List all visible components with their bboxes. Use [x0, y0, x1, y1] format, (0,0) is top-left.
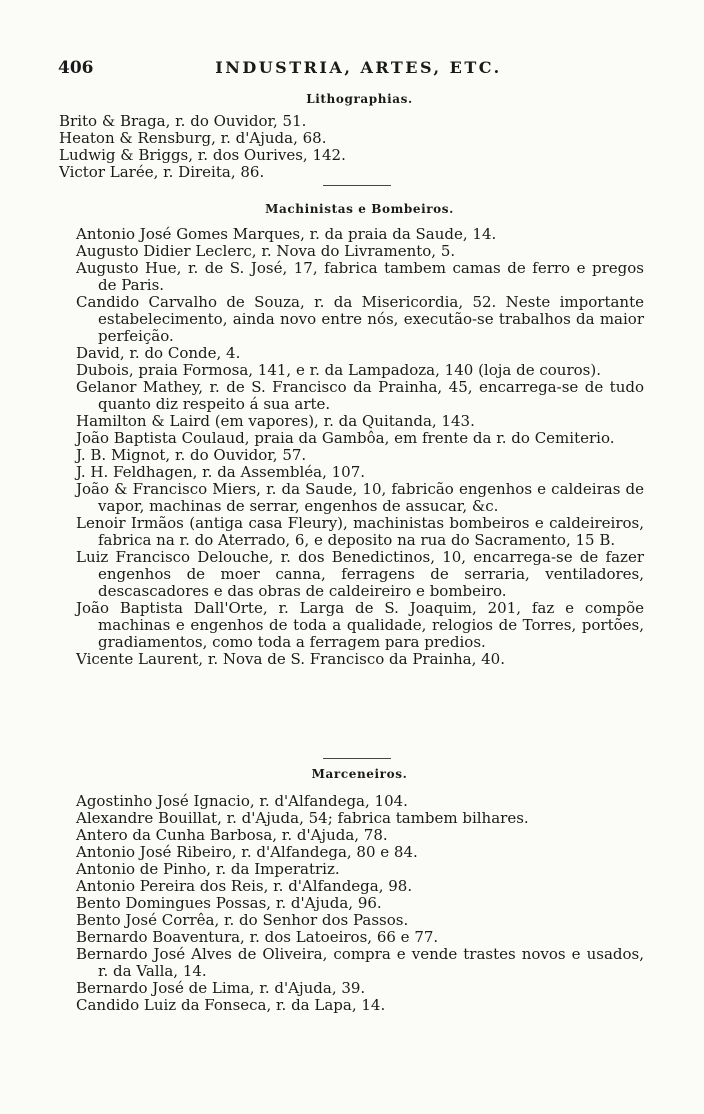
page-header: [58, 58, 659, 78]
section-machinistas-entries: [0, 226, 704, 668]
directory-entry: Antonio Pereira dos Reis, r. d'Alfandega, 98.: [76, 877, 413, 895]
directory-entry: David, r. do Conde, 4.: [76, 344, 241, 362]
directory-entry: Candido Luiz da Fonseca, r. da Lapa, 14.: [76, 996, 386, 1014]
directory-entry: Brito & Braga, r. do Ouvidor, 51.: [59, 112, 307, 130]
directory-entry: Gelanor Mathey, r. de S. Francisco da Prainha, 45, encarrega-se de tudo quanto diz respeito á sua arte.: [76, 378, 644, 413]
directory-entry: Dubois, praia Formosa, 141, e r. da Lampadoza, 140 (loja de couros).: [76, 361, 601, 379]
directory-entry: Vicente Laurent, r. Nova de S. Francisco da Prainha, 40.: [76, 650, 505, 668]
directory-entry: Ludwig & Briggs, r. dos Ourives, 142.: [59, 146, 346, 164]
section-title-machinistas: Machinistas e Bombeiros.: [265, 202, 454, 216]
running-title: INDUSTRIA, ARTES, ETC.: [215, 58, 502, 77]
directory-entry: Antonio José Ribeiro, r. d'Alfandega, 80 e 84.: [76, 843, 418, 861]
section-title-marceneiros: Marceneiros.: [311, 767, 408, 781]
section-divider: [323, 758, 391, 759]
directory-entry: Bento Domingues Possas, r. d'Ajuda, 96.: [76, 894, 382, 912]
directory-entry: Lenoir Irmãos (antiga casa Fleury), machinistas bombeiros e caldeireiros, fabrica na r. do Aterrado, 6, e deposito na rua do Sacramento, 15 B.: [76, 514, 644, 549]
directory-entry: Hamilton & Laird (em vapores), r. da Quitanda, 143.: [76, 412, 475, 430]
section-divider: [323, 185, 391, 186]
directory-entry: Agostinho José Ignacio, r. d'Alfandega, 104.: [76, 792, 408, 810]
directory-entry: Antonio José Gomes Marques, r. da praia da Saude, 14.: [76, 225, 497, 243]
section-title-lithographias: Lithographias.: [306, 92, 413, 106]
directory-entry: Victor Larée, r. Direita, 86.: [59, 163, 265, 181]
directory-entry: Heaton & Rensburg, r. d'Ajuda, 68.: [59, 129, 327, 147]
directory-entry: Augusto Didier Leclerc, r. Nova do Livramento, 5.: [76, 242, 456, 260]
directory-entry: J. B. Mignot, r. do Ouvidor, 57.: [76, 446, 307, 464]
directory-entry: Augusto Hue, r. de S. José, 17, fabrica tambem camas de ferro e pregos de Paris.: [76, 259, 644, 294]
directory-entry: João & Francisco Miers, r. da Saude, 10, fabricão engenhos e caldeiras de vapor, machinas de serrar, engenhos de assucar, &c.: [76, 480, 644, 515]
directory-entry: Bernardo José Alves de Oliveira, compra e vende trastes novos e usados, r. da Valla, 14.: [76, 945, 644, 980]
directory-entry: Bernardo Boaventura, r. dos Latoeiros, 66 e 77.: [76, 928, 439, 946]
directory-entry: Antero da Cunha Barbosa, r. d'Ajuda, 78.: [76, 826, 388, 844]
directory-entry: Antonio de Pinho, r. da Imperatriz.: [76, 860, 340, 878]
page-number: 406: [58, 58, 94, 78]
directory-entry: J. H. Feldhagen, r. da Assembléa, 107.: [76, 463, 365, 481]
directory-entry: Candido Carvalho de Souza, r. da Misericordia, 52. Neste importante estabelecimento, ainda novo entre nós, executão-se trabalhos da maior perfeição.: [76, 293, 644, 345]
directory-entry: Luiz Francisco Delouche, r. dos Benedictinos, 10, encarrega-se de fazer engenhos de moer canna, ferragens de serraria, ventiladores, descascadores e das obras de caldeireiro e bombeiro.: [76, 548, 644, 600]
directory-entry: Bento José Corrêa, r. do Senhor dos Passos.: [76, 911, 409, 929]
section-marceneiros-entries: [0, 793, 704, 1014]
section-lithographias-entries: [0, 113, 704, 181]
directory-entry: João Baptista Dall'Orte, r. Larga de S. Joaquim, 201, faz e compõe machinas e engenhos de toda a qualidade, relogios de Torres, portões, gradiamentos, como toda a ferragem para predios.: [76, 599, 644, 651]
directory-entry: Alexandre Bouillat, r. d'Ajuda, 54; fabrica tambem bilhares.: [76, 809, 529, 827]
directory-entry: Bernardo José de Lima, r. d'Ajuda, 39.: [76, 979, 366, 997]
directory-entry: João Baptista Coulaud, praia da Gambôa, em frente da r. do Cemiterio.: [76, 429, 615, 447]
